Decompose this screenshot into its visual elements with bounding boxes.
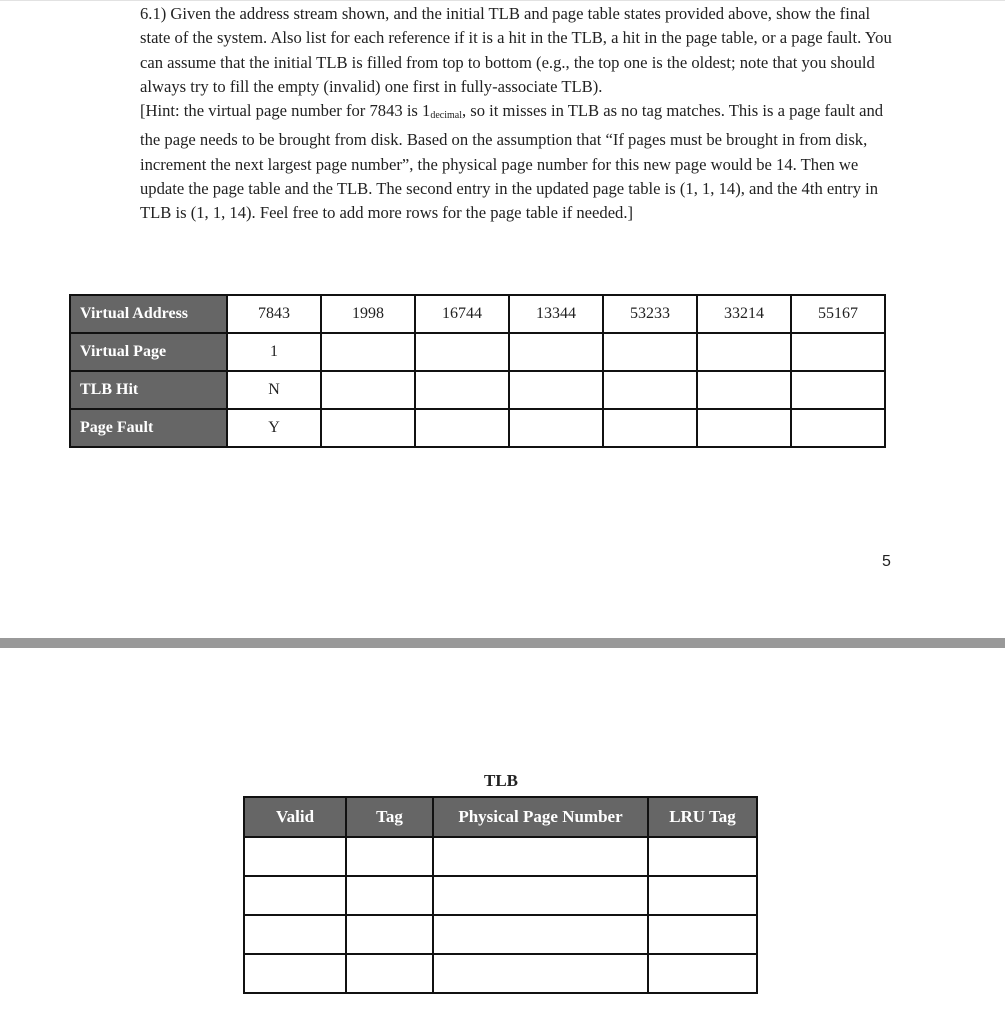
tlb-header-tag: Tag xyxy=(346,797,433,837)
address-cell: 53233 xyxy=(603,295,697,333)
tlb-row xyxy=(244,954,757,993)
question-text xyxy=(140,2,892,226)
page-separator xyxy=(0,638,1005,648)
address-cell: 13344 xyxy=(509,295,603,333)
tlb-cell-tag xyxy=(346,876,433,915)
tlb-cell-tag xyxy=(346,915,433,954)
virtual-page-cell xyxy=(603,333,697,371)
top-divider xyxy=(0,0,1005,1)
tlb-header-lru-tag: LRU Tag xyxy=(648,797,757,837)
address-cell: 33214 xyxy=(697,295,791,333)
tlb-row xyxy=(244,915,757,954)
tlb-header-valid: Valid xyxy=(244,797,346,837)
tlb-title: TLB xyxy=(483,771,519,790)
page-fault-cell xyxy=(321,409,415,447)
page-fault-cell xyxy=(697,409,791,447)
address-stream-table xyxy=(69,294,886,448)
tlb-hit-cell xyxy=(697,371,791,409)
virtual-address-row xyxy=(70,295,885,333)
page-fault-cell xyxy=(791,409,885,447)
tlb-table xyxy=(243,796,758,994)
tlb-cell-lru-tag xyxy=(648,915,757,954)
tlb-row xyxy=(244,837,757,876)
virtual-page-cell xyxy=(697,333,791,371)
page-fault-cell xyxy=(509,409,603,447)
hint-text-end: , so it misses in TLB as no tag matches. This is a page fault and the page needs to be brought from disk. Based on the assumption that “If pages must be brought in from disk, increment the next largest page number”, the physical page number for this new page would be 14. Then we update the page table and the TLB. The second entry in the updated page table is (1, 1, 14), and the 4th entry in TLB is (1, 1, 14). Feel free to add more rows for the page table if needed.] xyxy=(140,101,884,223)
tlb-hit-cell xyxy=(321,371,415,409)
page-fault-cell xyxy=(415,409,509,447)
tlb-header-physical-page-number: Physical Page Number xyxy=(433,797,648,837)
tlb-cell-physical-page xyxy=(433,915,648,954)
address-cell: 1998 xyxy=(321,295,415,333)
tlb-cell-valid xyxy=(244,876,346,915)
virtual-page-cell xyxy=(321,333,415,371)
virtual-page-cell xyxy=(415,333,509,371)
tlb-cell-valid xyxy=(244,954,346,993)
tlb-cell-lru-tag xyxy=(648,954,757,993)
address-cell: 55167 xyxy=(791,295,885,333)
row-label-tlb-hit: TLB Hit xyxy=(70,371,227,409)
hint-paragraph xyxy=(140,99,892,225)
row-label-page-fault: Page Fault xyxy=(70,409,227,447)
address-cell: 7843 xyxy=(227,295,321,333)
tlb-hit-cell xyxy=(791,371,885,409)
page-fault-cell: Y xyxy=(227,409,321,447)
question-paragraph: 6.1) Given the address stream shown, and the initial TLB and page table states provided above, show the final state of the system. Also list for each reference if it is a hit in the TLB, a hit in the page table, or a page fault. You can assume that the initial TLB is filled from top to bottom (e.g., the top one is the oldest; note that you should always try to fill the empty (invalid) one first in fully-associate TLB). xyxy=(140,4,892,96)
virtual-page-row xyxy=(70,333,885,371)
tlb-hit-cell: N xyxy=(227,371,321,409)
tlb-row xyxy=(244,876,757,915)
page-fault-row xyxy=(70,409,885,447)
page-fault-cell xyxy=(603,409,697,447)
tlb-cell-valid xyxy=(244,837,346,876)
virtual-page-cell xyxy=(509,333,603,371)
tlb-cell-physical-page xyxy=(433,837,648,876)
tlb-cell-lru-tag xyxy=(648,837,757,876)
tlb-cell-lru-tag xyxy=(648,876,757,915)
tlb-cell-tag xyxy=(346,837,433,876)
row-label-virtual-address: Virtual Address xyxy=(70,295,227,333)
tlb-hit-cell xyxy=(415,371,509,409)
virtual-page-cell: 1 xyxy=(227,333,321,371)
tlb-header-row xyxy=(244,797,757,837)
virtual-page-cell xyxy=(791,333,885,371)
tlb-cell-physical-page xyxy=(433,954,648,993)
tlb-hit-row xyxy=(70,371,885,409)
hint-text-start: [Hint: the virtual page number for 7843 is 1 xyxy=(140,101,431,121)
tlb-hit-cell xyxy=(603,371,697,409)
page-number: 5 xyxy=(882,553,891,570)
hint-subscript: decimal xyxy=(430,110,462,122)
address-cell: 16744 xyxy=(415,295,509,333)
tlb-cell-valid xyxy=(244,915,346,954)
tlb-cell-tag xyxy=(346,954,433,993)
row-label-virtual-page: Virtual Page xyxy=(70,333,227,371)
tlb-cell-physical-page xyxy=(433,876,648,915)
tlb-hit-cell xyxy=(509,371,603,409)
